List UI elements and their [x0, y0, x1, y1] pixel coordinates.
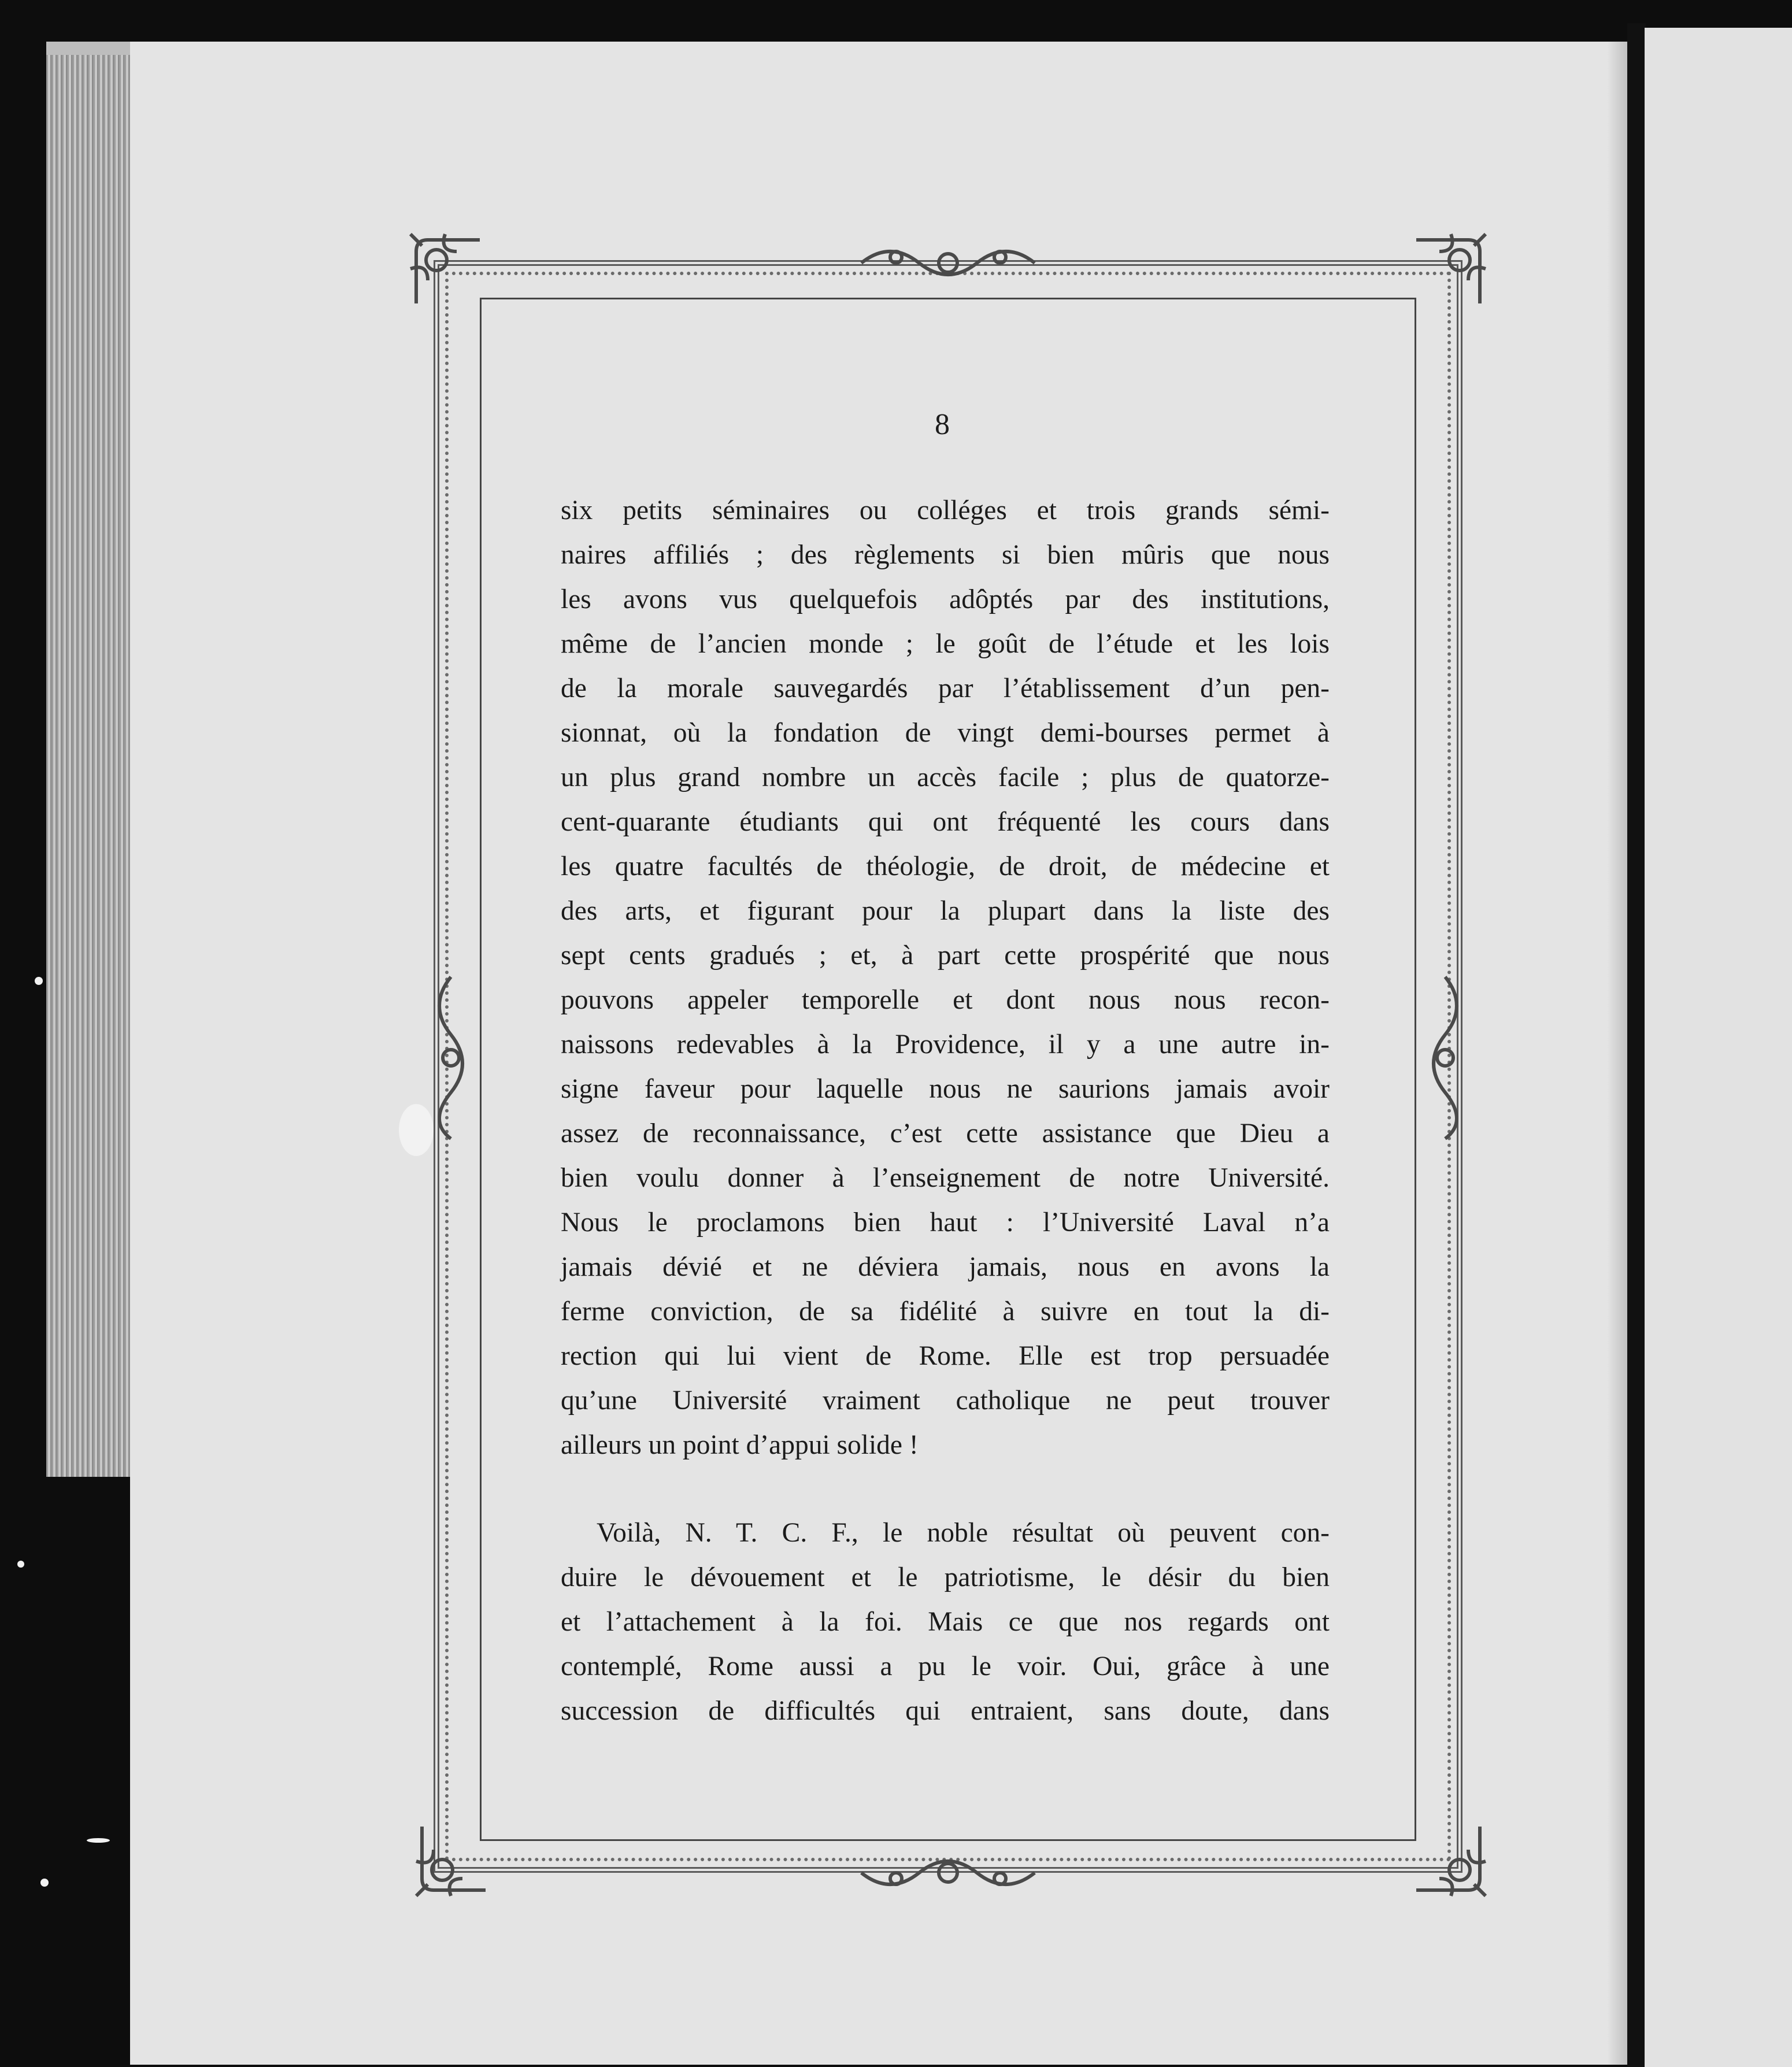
paragraph-gap: [561, 1468, 1330, 1511]
corner-flourish-bottom-right: [1410, 1821, 1491, 1902]
scan-speck: [399, 1104, 434, 1156]
facing-page-edge: [1645, 28, 1792, 2067]
text-line: un plus grand nombre un accès facile ; plus de quatorze-: [561, 762, 1330, 792]
text-line: naires affiliés ; des règlements si bien mûris que nous: [561, 540, 1330, 570]
text-line: de la morale sauvegardés par l’établissement d’un pen-: [561, 673, 1330, 703]
text-line: même de l’ancien monde ; le goût de l’étude et les lois: [561, 629, 1330, 659]
page-body-text: [561, 488, 1330, 1733]
text-line: naissons redevables à la Providence, il y a une autre in-: [561, 1029, 1330, 1060]
scan-speck: [35, 977, 43, 985]
text-line: Nous le proclamons bien haut : l’Université Laval n’a: [561, 1207, 1330, 1238]
book-gutter: [1627, 23, 1646, 2067]
text-line: les quatre facultés de théologie, de droit, de médecine et: [561, 851, 1330, 881]
text-line: sept cents gradués ; et, à part cette prospérité que nous: [561, 940, 1330, 970]
text-line: cent-quarante étudiants qui ont fréquenté les cours dans: [561, 807, 1330, 837]
text-line: assez de reconnaissance, c’est cette assistance que Dieu a: [561, 1118, 1330, 1149]
text-line: des arts, et figurant pour la plupart dans la liste des: [561, 896, 1330, 926]
text-line: contemplé, Rome aussi a pu le voir. Oui, grâce à une: [561, 1651, 1330, 1681]
text-line: sionnat, où la fondation de vingt demi-bourses permet à: [561, 718, 1330, 748]
text-line: les avons vus quelquefois adôptés par des institutions,: [561, 584, 1330, 614]
text-line: ailleurs un point d’appui solide !: [561, 1430, 919, 1460]
book-page-edges: [46, 55, 139, 1477]
page-number: 8: [935, 408, 950, 441]
scan-speck: [87, 1838, 110, 1843]
ornament-top-center: [856, 240, 1041, 286]
text-line: signe faveur pour laquelle nous ne saurions jamais avoir: [561, 1074, 1330, 1104]
text-line: ferme conviction, de sa fidélité à suivre en tout la di-: [561, 1296, 1330, 1327]
scan-speck: [17, 1561, 24, 1568]
gutter-shadow: [1607, 42, 1630, 2065]
ornament-left-side: [425, 971, 477, 1144]
text-line: jamais dévié et ne déviera jamais, nous en avons la: [561, 1252, 1330, 1282]
text-line: et l’attachement à la foi. Mais ce que nos regards ont: [561, 1607, 1330, 1637]
text-line: pouvons appeler temporelle et dont nous nous recon-: [561, 985, 1330, 1015]
scan-speck: [40, 1879, 49, 1887]
corner-flourish-top-right: [1410, 228, 1491, 309]
ornament-right-side: [1419, 971, 1471, 1144]
text-line: qu’une Université vraiment catholique ne peut trouver: [561, 1386, 1330, 1416]
text-line: duire le dévouement et le patriotisme, le désir du bien: [561, 1562, 1330, 1592]
ornament-bottom-center: [856, 1850, 1041, 1896]
text-line: succession de difficultés qui entraient, sans doute, dans: [561, 1696, 1330, 1726]
text-line: bien voulu donner à l’enseignement de notre Université.: [561, 1163, 1330, 1193]
corner-flourish-top-left: [405, 228, 486, 309]
corner-flourish-bottom-left: [410, 1821, 491, 1902]
text-line: rection qui lui vient de Rome. Elle est trop persuadée: [561, 1341, 1330, 1371]
text-line: six petits séminaires ou colléges et trois grands sémi-: [561, 495, 1330, 525]
text-line: Voilà, N. T. C. F., le noble résultat où peuvent con-: [597, 1518, 1330, 1548]
